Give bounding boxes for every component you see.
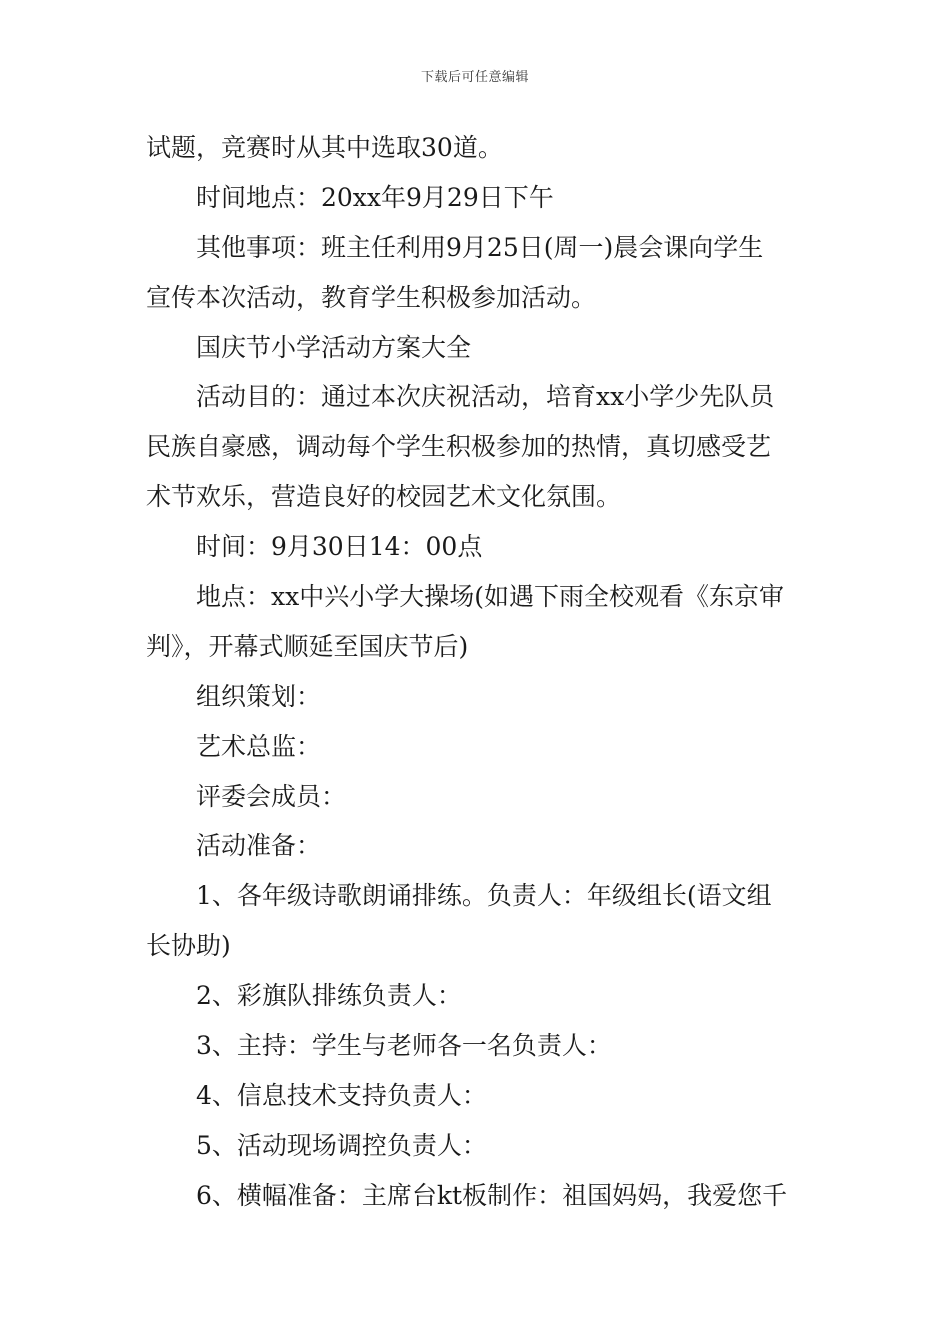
- text-line: 组织策划：: [196, 681, 322, 711]
- text-line: 活动准备：: [196, 831, 322, 861]
- text-line: 时间地点：20xx年9月29日下午: [196, 182, 554, 212]
- section-heading: 国庆节小学活动方案大全: [196, 332, 472, 362]
- list-item: 1、各年级诗歌朗诵排练。负责人：年级组长(语文组: [196, 881, 772, 911]
- text-line: 试题，竞赛时从其中选取30道。: [146, 133, 503, 162]
- text-line: 民族自豪感，调动每个学生积极参加的热情，真切感受艺: [146, 432, 772, 462]
- text-line: 其他事项：班主任利用9月25日(周一)晨会课向学生: [196, 232, 764, 262]
- page-header-note: 下载后可任意编辑: [420, 70, 529, 85]
- text-line: 地点：xx中兴小学大操场(如遇下雨全校观看《东京审: [196, 582, 784, 612]
- list-item: 6、横幅准备：主席台kt板制作：祖国妈妈，我爱您千: [196, 1180, 788, 1210]
- document-body: [146, 128, 808, 1226]
- text-line: 判》，开幕式顺延至国庆节后): [146, 631, 469, 661]
- list-item: 3、主持：学生与老师各一名负责人：: [196, 1031, 612, 1061]
- text-line: 艺术总监：: [196, 731, 322, 761]
- list-item: 2、彩旗队排练负责人：: [196, 981, 462, 1011]
- text-line: 时间：9月30日14：00点: [196, 532, 483, 562]
- list-item: 4、信息技术支持负责人：: [196, 1080, 487, 1110]
- text-line: 宣传本次活动，教育学生积极参加活动。: [146, 282, 597, 312]
- text-line: 活动目的：通过本次庆祝活动，培育xx小学少先队员: [196, 382, 775, 412]
- text-line: 评委会成员：: [196, 781, 347, 811]
- list-item: 5、活动现场调控负责人：: [196, 1130, 487, 1160]
- text-line: 术节欢乐，营造良好的校园艺术文化氛围。: [146, 482, 622, 512]
- text-line: 长协助): [146, 931, 231, 961]
